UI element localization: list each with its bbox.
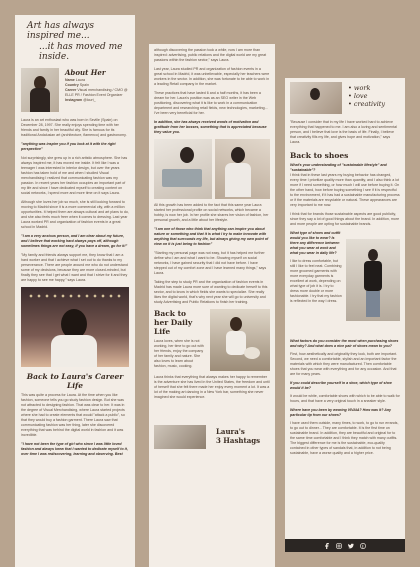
field-value: Laura [75, 78, 85, 82]
paragraph: All this growth has been added to the fact that this same year Laura started her professional profile on social networks, which became a hobby, is now her job. In her profile she shares her vision of fashion, her personal growth, and a little about her lifestyle. [154, 203, 269, 222]
middle-mid-body [154, 203, 270, 305]
daily-body-bottom: Laura thinks that everything that always makes her happy to remember is the adventure she has lived in the United States, the freedom and until of herself that she felt there made her enjoy every moment a lot. It was a lot of the making art dancing in a New York bar, something she never imagined she would experience. [154, 375, 270, 399]
about-body [21, 118, 129, 283]
paragraph: "Starting my personal page was not easy, but it has helped me further define who I am and what I want to be. Showing myself on social networks, I have gained security that I did not have before. I have stepped out of my comfort zone and I have learned many things," says Laura. [154, 251, 267, 275]
field-label: Career [65, 88, 77, 92]
instagram-icon[interactable] [336, 543, 342, 549]
field-label: Country [65, 83, 79, 87]
hashtags-heading-block [154, 425, 270, 455]
career-heading: Back to Laura's Career Life [26, 372, 124, 390]
dog-photo [210, 309, 270, 371]
paragraph: Last year, Laura studied PR and organization of fashion events in a great school in Madrid, it was unbelievable, especially her teachers were workers in the sector. In addition, she was fortunate to be able to work in a leading Retail company in the market. [154, 67, 270, 86]
paragraph: Although she loves her job so much, she is still looking forward to moving to Madrid since it is a more commercial city, with a million opportunities. It helped them are always cultural and art plans to do, and she also feels much freer when it comes to dressing. Last year Laura worked PR and organization of fashion events in a great school in Madrid. [21, 200, 129, 229]
photo-pair [154, 139, 270, 199]
shoes-answer: I have used them outside, many times, to work, to go to run errands, to go out to dinner... They are comfortable. It is the first time on sustainable brand. In addition, they are beautiful and original for to the same time comfortable and I think they match with many outfits. The biggest difference for me is the sustainable, eco-quality contained in other types of sandals that, in addition to not being sustainable, have a worse quality and a higher price. [290, 421, 399, 455]
paragraph: I think that for brands those sustainable aspects are good publicity, since they say a lot of good things about the brand. In addition, more and more people are opting for sustainable brands. [290, 212, 400, 226]
twitter-icon[interactable] [348, 543, 354, 549]
paragraph: I think that in these last years my buying behavior has changed, every time I prioritize quality more than quantity, and I also think a lot more if I need something, or how much I will use before buying it. On the other hand, how before buying something I see if it is respectful to the environment, if it has had a sustainable manufacturing process or if the materials are recyclable or natural. These appearances are very important to me now. [290, 173, 400, 207]
daily-heading-line1: Back to [154, 309, 187, 318]
column-left [15, 15, 135, 567]
shoes-question: What type of shoes and outfit would you like to wear? Is there any difference between what you wear at work and what you wear in daily life? [290, 231, 341, 255]
field-label: Instagram [65, 98, 83, 102]
paragraph: Laura is an art enthusiast who was born in Seville (Spain) on December 28, 1997. She really enjoys spending time with her friends and family in her beautiful city. She is famous for its traditional Andalusian art (architecture, flamenco) and gastronomy. [21, 118, 127, 137]
shoes-answer: First, how aesthetically and originality they look, both are important. Second, we need a comfortable, stylish and an important factor the materials with which they were manufactured. Then comfortable shoes that you wear with everything and for any occasion. And that are for many years. [290, 352, 398, 376]
shoes-heading: Back to shoes [290, 151, 349, 160]
paragraph: "My family and friends always support me, they know that I am a hard worker and that I achieve what I set out to do thanks to my perseverance. There are people around me who do not understand some of my decisions, because they are more closed-minded, but finally they see that I get what I want and that I strive for it and they are happy to see me happy," says Laura. [21, 253, 128, 282]
instagram-handle[interactable]: @lcurt_ [83, 98, 96, 102]
social-bar [285, 539, 405, 552]
quote-line-2: ...it has moved me inside. [39, 42, 123, 62]
field-value: Visual merchandising / CMO @ ELLE PR / Fashion Event Organizer [65, 88, 128, 97]
pull-quote: "I am a very anxious person, and I am clear about my future, and I believe that working hard always pays off, although sometimes things are not easy, if you have a dream, go for it!" [21, 234, 128, 248]
paragraph: Taking the step to study PR and the organization of fashion events in Madrid has made Laura more sure of wanting to dedicate herself to this sector, and to know in which fields she wants to specialize. She really likes the digital world, that's why next year she will go to university and study Advertising and Public Relations to finish her training. [154, 280, 268, 304]
about-heading: About Her [65, 68, 106, 77]
tips-heading-line2: 3 Hashtags [216, 436, 261, 445]
shoes-answer [290, 173, 400, 227]
laptop-photo [154, 139, 212, 199]
column-middle [149, 44, 275, 567]
quote-line-1: Art has always inspired me... [27, 21, 94, 41]
shoes-thumbnail [154, 425, 206, 449]
shoes-question: What's your understanding of "sustainable lifestyle" and "sustainable"? [290, 163, 387, 172]
column-right [285, 78, 405, 552]
daily-heading-line2: her Daily Life [154, 318, 193, 336]
shoes-answer: It would be white, comfortable shoes with which to be able to walk for hours, and that have a very original touch in a sneaker style. [290, 394, 400, 403]
shoes-question: What factors do you consider the most when purchasing shoes and why? And what does a nice pair of shoes mean to you? [290, 339, 399, 348]
paragraph: although discovering the passion took a while, now I am more than inspired: advertising, public relations and the digital world are my great passions within the fashion sector," says Laura. [154, 48, 267, 62]
pull-quote: "I have not been the type of girl who since I was little loved fashion and always knew that I wanted to dedicate myself to it, over time I was rediscovering, learning and observing. Best [21, 442, 128, 456]
hashtag-item: • work [348, 84, 371, 92]
pull-quote: "I am one of those who think that anything can inspire you about nature or something and that it is what I try to make innovate with anything that surrounds my life, but always giving my own point of view on it is just being to fashion" [154, 227, 269, 246]
daily-body-left: Laura loves, when she is not working, her time to go out with her friends, enjoy the company of her family and nature. She also loves to learn about fashion, music, cooking. [154, 339, 204, 368]
street-photo [346, 239, 400, 321]
middle-top-body [154, 48, 270, 135]
facebook-icon[interactable] [324, 543, 330, 549]
outfit-block [290, 231, 400, 339]
pull-quote: "anything was inspire you if you look at it with the right perspective" [21, 142, 116, 151]
paragraph: Not surprisingly, she grew up in a rich artistic atmosphere. She has always inspired me, it has moved me inside. It felt like I was a teenager I was interested in interior design, but over the years fashion has taken hold of me and when I studied Visual merchandising I realized that communicating fashion was my passion. In recent years her fashion occupies an important part of my life and since I have dedicated myself to creating content on social networks, I spend more and more time on it says Laura. [21, 156, 128, 195]
hashtags-body: "Because I consider that in my life I have worked hard to achieve everything that happened to me. I am also a loving and sentimental person, and I believe that love is the basis of life. Finally, I believe that creativity fills my life, and gives hope and motivation," says Laura. [290, 120, 397, 144]
shoes-question: If you could describe yourself in a shoe, which type of shoe would it be? [290, 381, 392, 390]
selfie-photo [21, 287, 129, 367]
pull-quote: In addition, she has always received words of motivation and gratitude from her bosses, something that is appreciated because they value you. [154, 120, 267, 134]
tips-heading-line1: Laura's [216, 427, 245, 436]
career-body [21, 393, 129, 457]
about-section [21, 68, 129, 116]
shoes-answer: I like to dress comfortable, but still I like to feel neat. Combining more groomed garments with more everyday garments is excellent at work, depending on what type of job it is. I try to dress more double or more fashionable. I try that my fashion is reflected in the way I dress. [290, 259, 342, 303]
field-value: Spain [79, 83, 89, 87]
daily-life-section [154, 309, 270, 421]
shoes-question: Where have you been by wearing VIVAIA? How was it? Any particular tip from our shoes? [290, 408, 392, 417]
coffee-photo [215, 139, 270, 199]
hashtag-item: • love [348, 92, 368, 100]
pinterest-icon[interactable] [360, 543, 366, 549]
field-label: Name [65, 78, 75, 82]
hashtag-block [290, 82, 400, 116]
hashtag-item: • creativity [348, 100, 386, 108]
paragraph: This was quite a process for Laura. At the time when you like fashion, someone tells you go study fashion design. But she was not attracted to designing fashion. That was clear to her. It was in the degree of Visual Merchandising, where Laura started projects where she had to create elements that would "attack a public", so that they would buy a fashion garment. There Laura saw that communicating fashion was her thing, later she discovered everything that was behind the digital world in fashion and it was incredible. [21, 393, 125, 437]
hashtag-photo [290, 82, 342, 114]
paragraph: These practices that have lasted 6 and a half months, it has been a dream for her. Laura's position was as an SEO writer in the Web positioning, discovering what it is like to work in a communication department and researching retail fields, new technologies, marketing... I've been very beneficial for her. [154, 91, 268, 115]
portrait-photo [21, 68, 59, 112]
